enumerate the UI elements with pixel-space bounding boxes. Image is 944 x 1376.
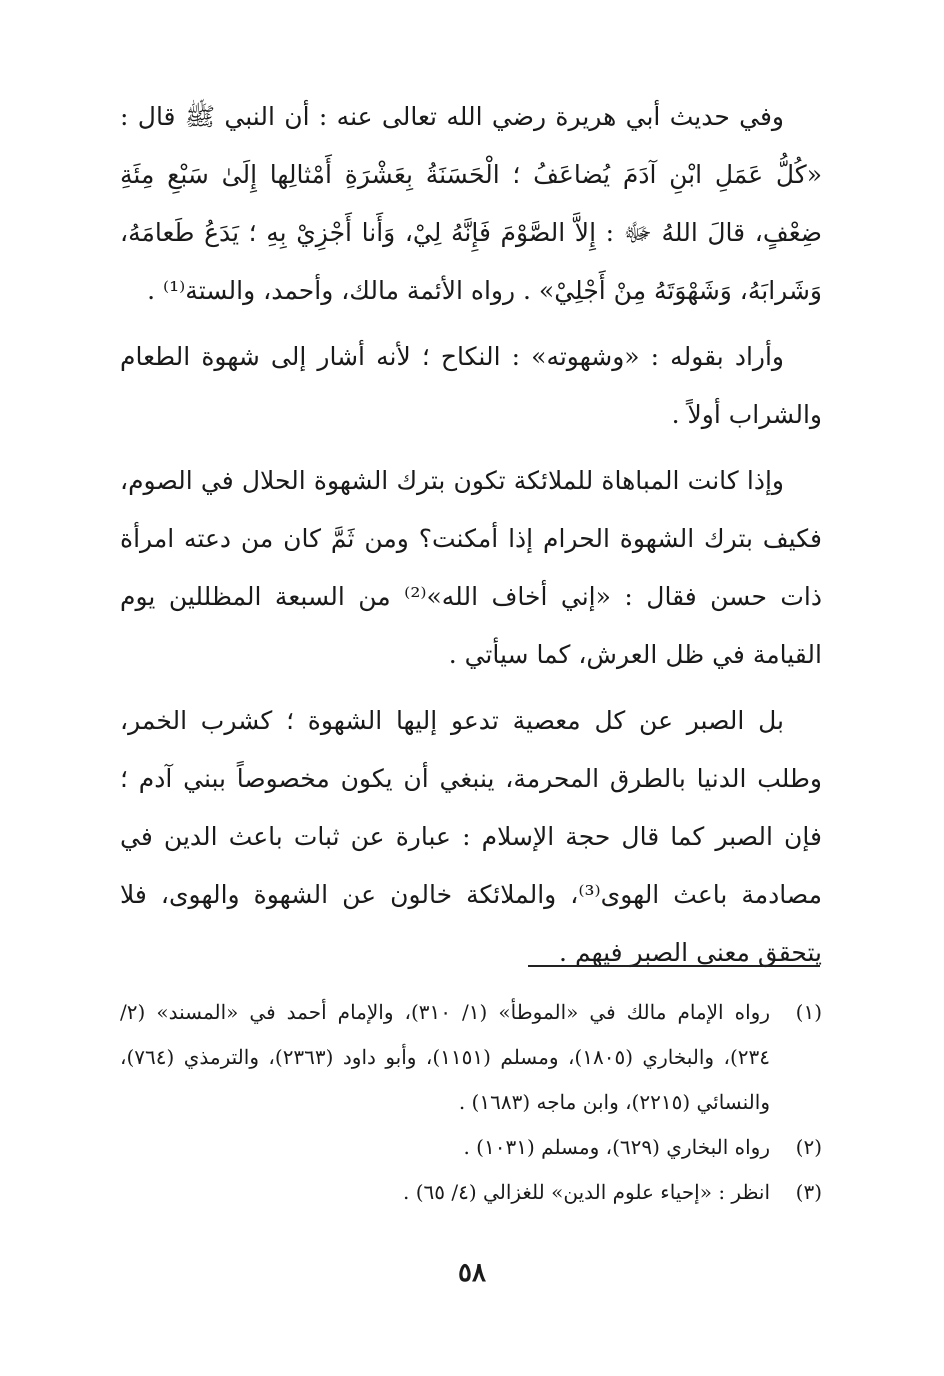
footnotes	[120, 990, 822, 1215]
footnote-number: (٢)	[795, 1135, 822, 1159]
page-number: ٥٨	[458, 1258, 486, 1288]
footnote-number: (١)	[795, 1000, 822, 1024]
main-text	[120, 88, 822, 982]
paragraph-patience: بل الصبر عن كل معصية تدعو إليها الشهوة ؛ كشرب الخمر، وطلب الدنيا بالطرق المحرمة، ينبغي أن يكون مخصوصاً ببني آدم ؛ فإن الصبر كما قال حجة الإسلام : عبارة عن ثبات باعث الدين في مصادمة باعث الهوى⁽³⁾، والملائكة خالون عن الشهوة والهوى، فلا يتحقق معنى الصبر فيهم .	[120, 706, 822, 967]
paragraph-hadith: وفي حديث أبي هريرة رضي الله تعالى عنه : أن النبي ﷺ قال : «كُلُّ عَمَلِ ابْنِ آدَمَ يُضاعَفُ ؛ الْحَسَنَةُ بِعَشْرَةِ أَمْثالِها إِلَىٰ سَبْعِ مِئَةِ ضِعْفٍ، قالَ اللهُ ﷻ : إِلاَّ الصَّوْمَ فَإِنَّهُ لِيْ، وَأَنا أَجْزِيْ بِهِ ؛ يَدَعُ طَعامَهُ، وَشَرابَهُ، وَشَهْوَتَهُ مِنْ أَجْلِيْ» . رواه الأئمة مالك، وأحمد، والستة⁽¹⁾ .	[120, 102, 822, 305]
footnote-number: (٣)	[795, 1180, 822, 1204]
footnote-text: رواه البخاري (٦٢٩)، ومسلم (١٠٣١) .	[463, 1135, 770, 1159]
paragraph-angels-boasting: وإذا كانت المباهاة للملائكة تكون بترك الشهوة الحلال في الصوم، فكيف بترك الشهوة الحرام إذا أمكنت؟ ومن ثَمَّ كان من دعته امرأة ذات حسن فقال : «إني أخاف الله»⁽²⁾ من السبعة المظللين يوم القيامة في ظل العرش، كما سيأتي .	[120, 466, 822, 669]
paragraph-explanation: وأراد بقوله : «وشهوته» : النكاح ؛ لأنه أشار إلى شهوة الطعام والشراب أولاً .	[120, 342, 822, 429]
footnote-2	[120, 1125, 822, 1170]
footnote-3	[120, 1170, 822, 1215]
footnote-text: رواه الإمام مالك في «الموطأ» (١/ ٣١٠)، والإمام أحمد في «المسند» (٢/ ٢٣٤)، والبخاري (١٨٠٥)، ومسلم (١١٥١)، وأبو داود (٢٣٦٣)، والترمذي (٧٦٤)، والنسائي (٢٢١٥)، وابن ماجه (١٦٨٣) .	[120, 1000, 771, 1114]
footnote-divider	[528, 965, 820, 967]
footnote-text: انظر : «إحياء علوم الدين» للغزالي (٤/ ٦٥) .	[403, 1180, 770, 1204]
footnote-1	[120, 990, 822, 1125]
